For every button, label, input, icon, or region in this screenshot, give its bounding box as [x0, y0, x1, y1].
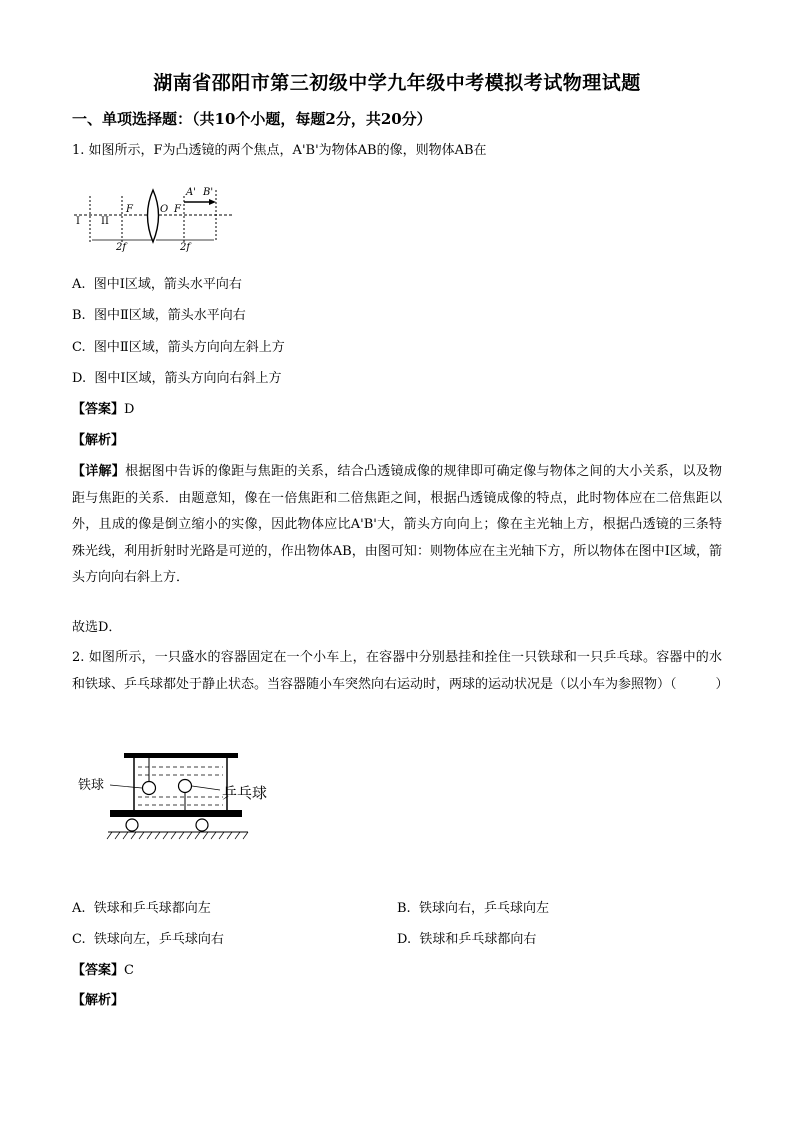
q1-option-d: D. 图中Ⅰ区域，箭头方向向右斜上方	[72, 371, 282, 386]
q2-option-b: B. 铁球向右，乒乓球向左	[397, 901, 549, 916]
lens-diagram	[72, 180, 237, 252]
two-f-right-label: 2f	[180, 242, 191, 252]
question-1-stem: 1. 如图所示，F为凸透镜的两个焦点，A'B'为物体AB的像，则物体AB在	[72, 143, 487, 158]
q2-answer: 【答案】C	[72, 963, 134, 978]
question-2-stem: 2. 如图所示，一只盛水的容器固定在一个小车上，在容器中分别悬挂和拴住一只铁球和一只乒乓球。容器中的水和铁球、乒乓球都处于静止状态。当容器随小车突然向右运动时，两球的运动状况是（以小车为参照物）（ ）	[72, 650, 729, 692]
iron-ball-label: 铁球	[78, 778, 105, 793]
pingpong-ball-label: 乒乓球	[222, 784, 268, 802]
q2-option-c: C. 铁球向左，乒乓球向右	[72, 932, 224, 947]
image-b-label: B'	[203, 187, 214, 198]
q2-option-d: D. 铁球和乒乓球都向右	[397, 932, 537, 947]
focus-right-label: F	[174, 204, 181, 215]
iron-ball	[143, 782, 156, 795]
cart-wheel-right	[196, 819, 208, 831]
region-two-label: II	[101, 216, 109, 227]
q1-analysis-tag: 【解析】	[72, 433, 125, 448]
convex-lens-shape	[148, 190, 159, 242]
cart-container-diagram	[72, 745, 292, 847]
q1-answer: 【答案】D	[72, 402, 135, 417]
q1-option-c: C. 图中Ⅱ区域，箭头方向向左斜上方	[72, 340, 285, 355]
section-heading: 一、单项选择题：（共10个小题，每题2分，共20分）	[72, 110, 432, 128]
page-title: 湖南省邵阳市第三初级中学九年级中考模拟考试物理试题	[153, 72, 641, 94]
image-a-label: A'	[186, 187, 196, 198]
two-f-left-label: 2f	[116, 242, 127, 252]
q1-option-a: A. 图中Ⅰ区域，箭头水平向右	[72, 277, 242, 292]
region-one-label: I	[76, 216, 80, 227]
cart-wheel-left	[126, 819, 138, 831]
q1-option-b: B. 图中Ⅱ区域，箭头水平向右	[72, 308, 246, 323]
q1-detail: 【详解】根据图中告诉的像距与焦距的关系，结合凸透镜成像的规律即可确定像与物体之间的大小关系，以及物距与焦距的关系．由题意知，像在一倍焦距和二倍焦距之间，根据凸透镜成像的特点，此时物体应在二倍焦距以外，且成的像是倒立缩小的实像，因此物体应比A'B'大，箭头方向向上；像在主光轴上方，根据凸透镜的三条特殊光线，利用折射时光路是可逆的，作出物体AB，由图可知：则物体应在主光轴下方，所以物体在图中Ⅰ区域，箭头方向向右斜上方．	[72, 464, 722, 585]
optical-center-label: O	[160, 204, 169, 215]
q1-conclusion: 故选D．	[72, 620, 122, 635]
focus-left-label: F	[126, 204, 133, 215]
q2-analysis-tag: 【解析】	[72, 993, 125, 1008]
pingpong-ball	[179, 780, 192, 793]
q2-option-a: A. 铁球和乒乓球都向左	[72, 901, 211, 916]
